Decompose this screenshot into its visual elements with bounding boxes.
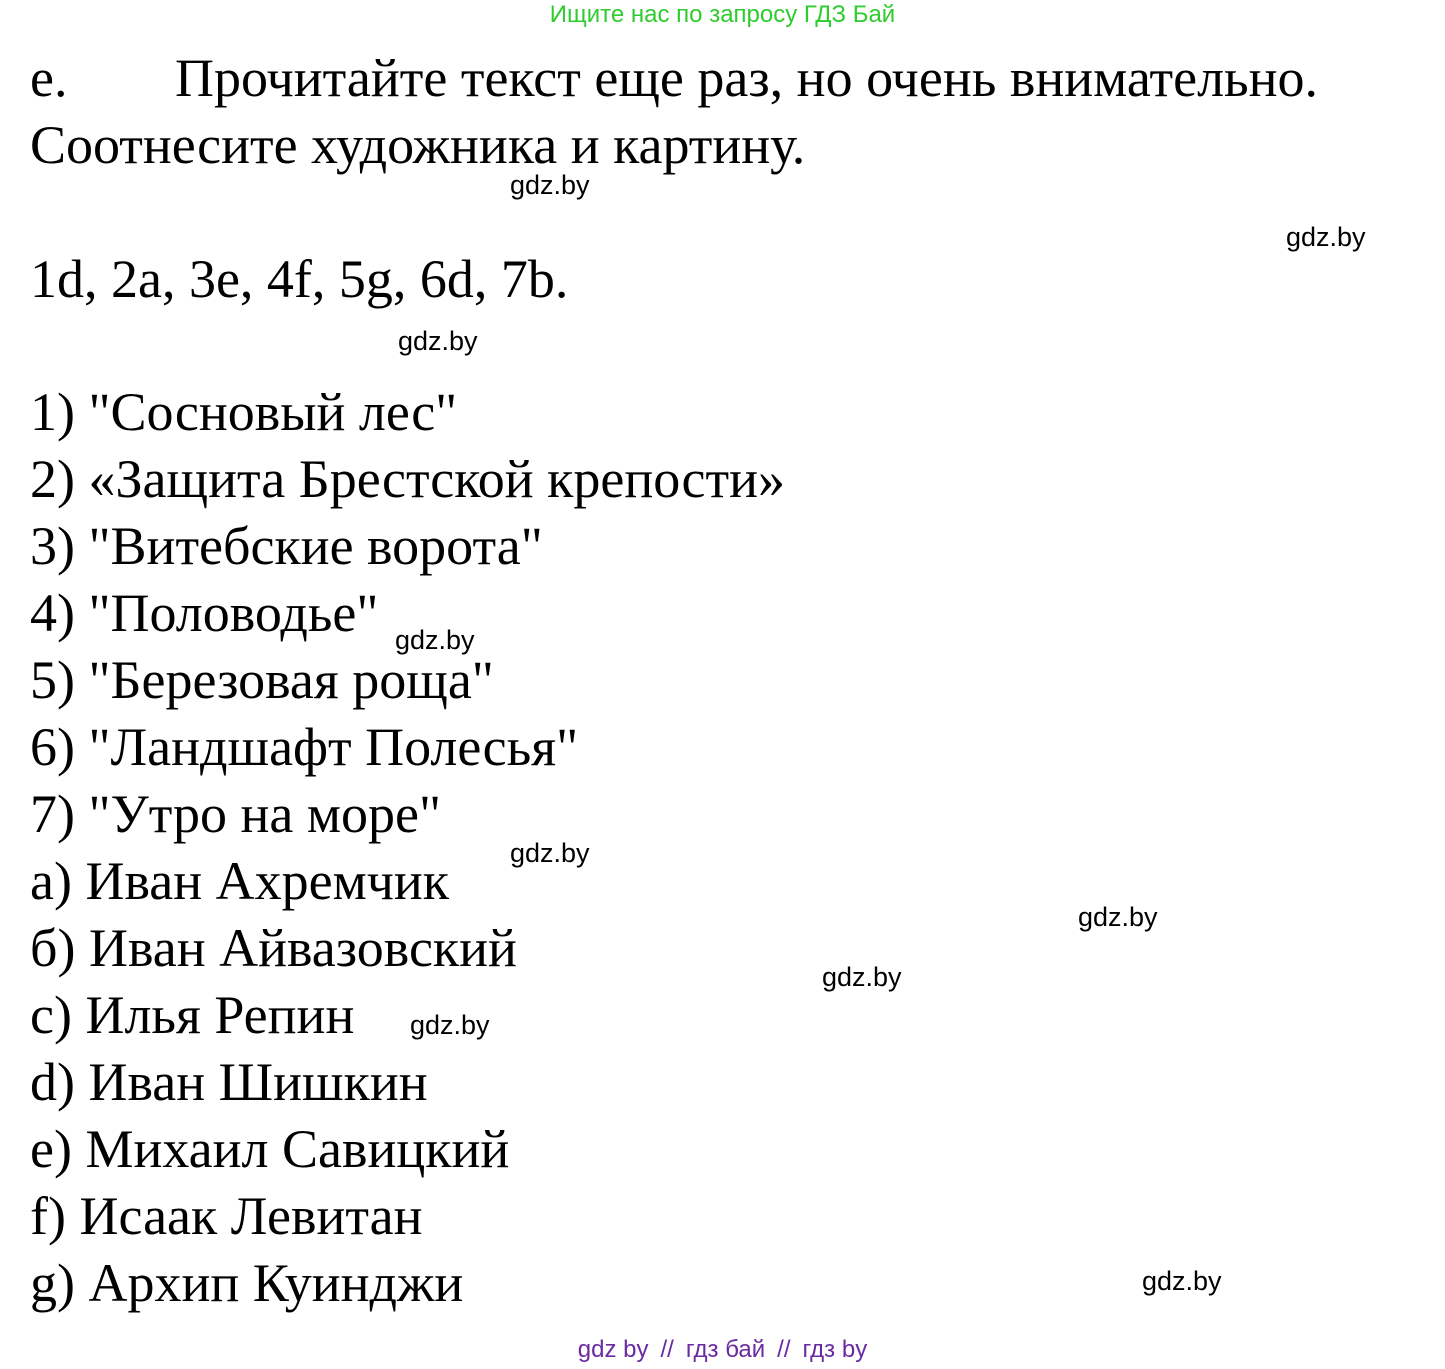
painting-item-6: 6) "Ландшафт Полесья" <box>30 717 579 777</box>
painting-item-2: 2) «Защита Брестской крепости» <box>30 449 786 509</box>
painting-item-5: 5) "Березовая роща" <box>30 650 494 710</box>
task-heading-line1 <box>30 46 1318 110</box>
top-banner: Ищите нас по запросу ГДЗ Бай <box>549 1 896 28</box>
watermark: gdz.by <box>1142 1266 1222 1296</box>
artist-item-d: d) Иван Шишкин <box>30 1052 428 1112</box>
footer-link-gdz-by[interactable]: gdz by <box>577 1336 649 1363</box>
footer-separator: // <box>777 1336 791 1363</box>
footer-link-gdz-bai[interactable]: гдз бай <box>685 1336 766 1363</box>
painting-item-4: 4) "Половодье" <box>30 583 379 643</box>
artist-item-b: б) Иван Айвазовский <box>30 918 517 978</box>
task-instruction-1: Прочитайте текст еще раз, но очень внимательно. <box>175 48 1319 108</box>
watermark: gdz.by <box>1078 902 1158 932</box>
watermark: gdz.by <box>410 1010 490 1040</box>
watermark: gdz.by <box>1286 222 1366 252</box>
footer-links <box>0 1334 1445 1366</box>
answer-line: 1d, 2a, 3e, 4f, 5g, 6d, 7b. <box>30 249 569 309</box>
painting-item-7: 7) "Утро на море" <box>30 784 442 844</box>
watermark: gdz.by <box>822 962 902 992</box>
watermark: gdz.by <box>510 170 590 200</box>
watermark: gdz.by <box>395 625 475 655</box>
artist-item-c: c) Илья Репин <box>30 985 355 1045</box>
task-instruction-2: Соотнесите художника и картину. <box>30 115 806 175</box>
artist-item-g: g) Архип Куинджи <box>30 1253 464 1313</box>
footer-link-gdz-by-cyr[interactable]: гдз by <box>802 1336 868 1363</box>
watermark: gdz.by <box>510 838 590 868</box>
painting-item-1: 1) "Сосновый лес" <box>30 382 458 442</box>
footer-separator: // <box>660 1336 674 1363</box>
artist-item-e: e) Михаил Савицкий <box>30 1119 510 1179</box>
painting-item-3: 3) "Витебские ворота" <box>30 516 543 576</box>
artist-item-f: f) Исаак Левитан <box>30 1186 423 1246</box>
watermark: gdz.by <box>398 326 478 356</box>
task-letter: e. <box>30 48 68 108</box>
artist-item-a: a) Иван Ахремчик <box>30 851 450 911</box>
